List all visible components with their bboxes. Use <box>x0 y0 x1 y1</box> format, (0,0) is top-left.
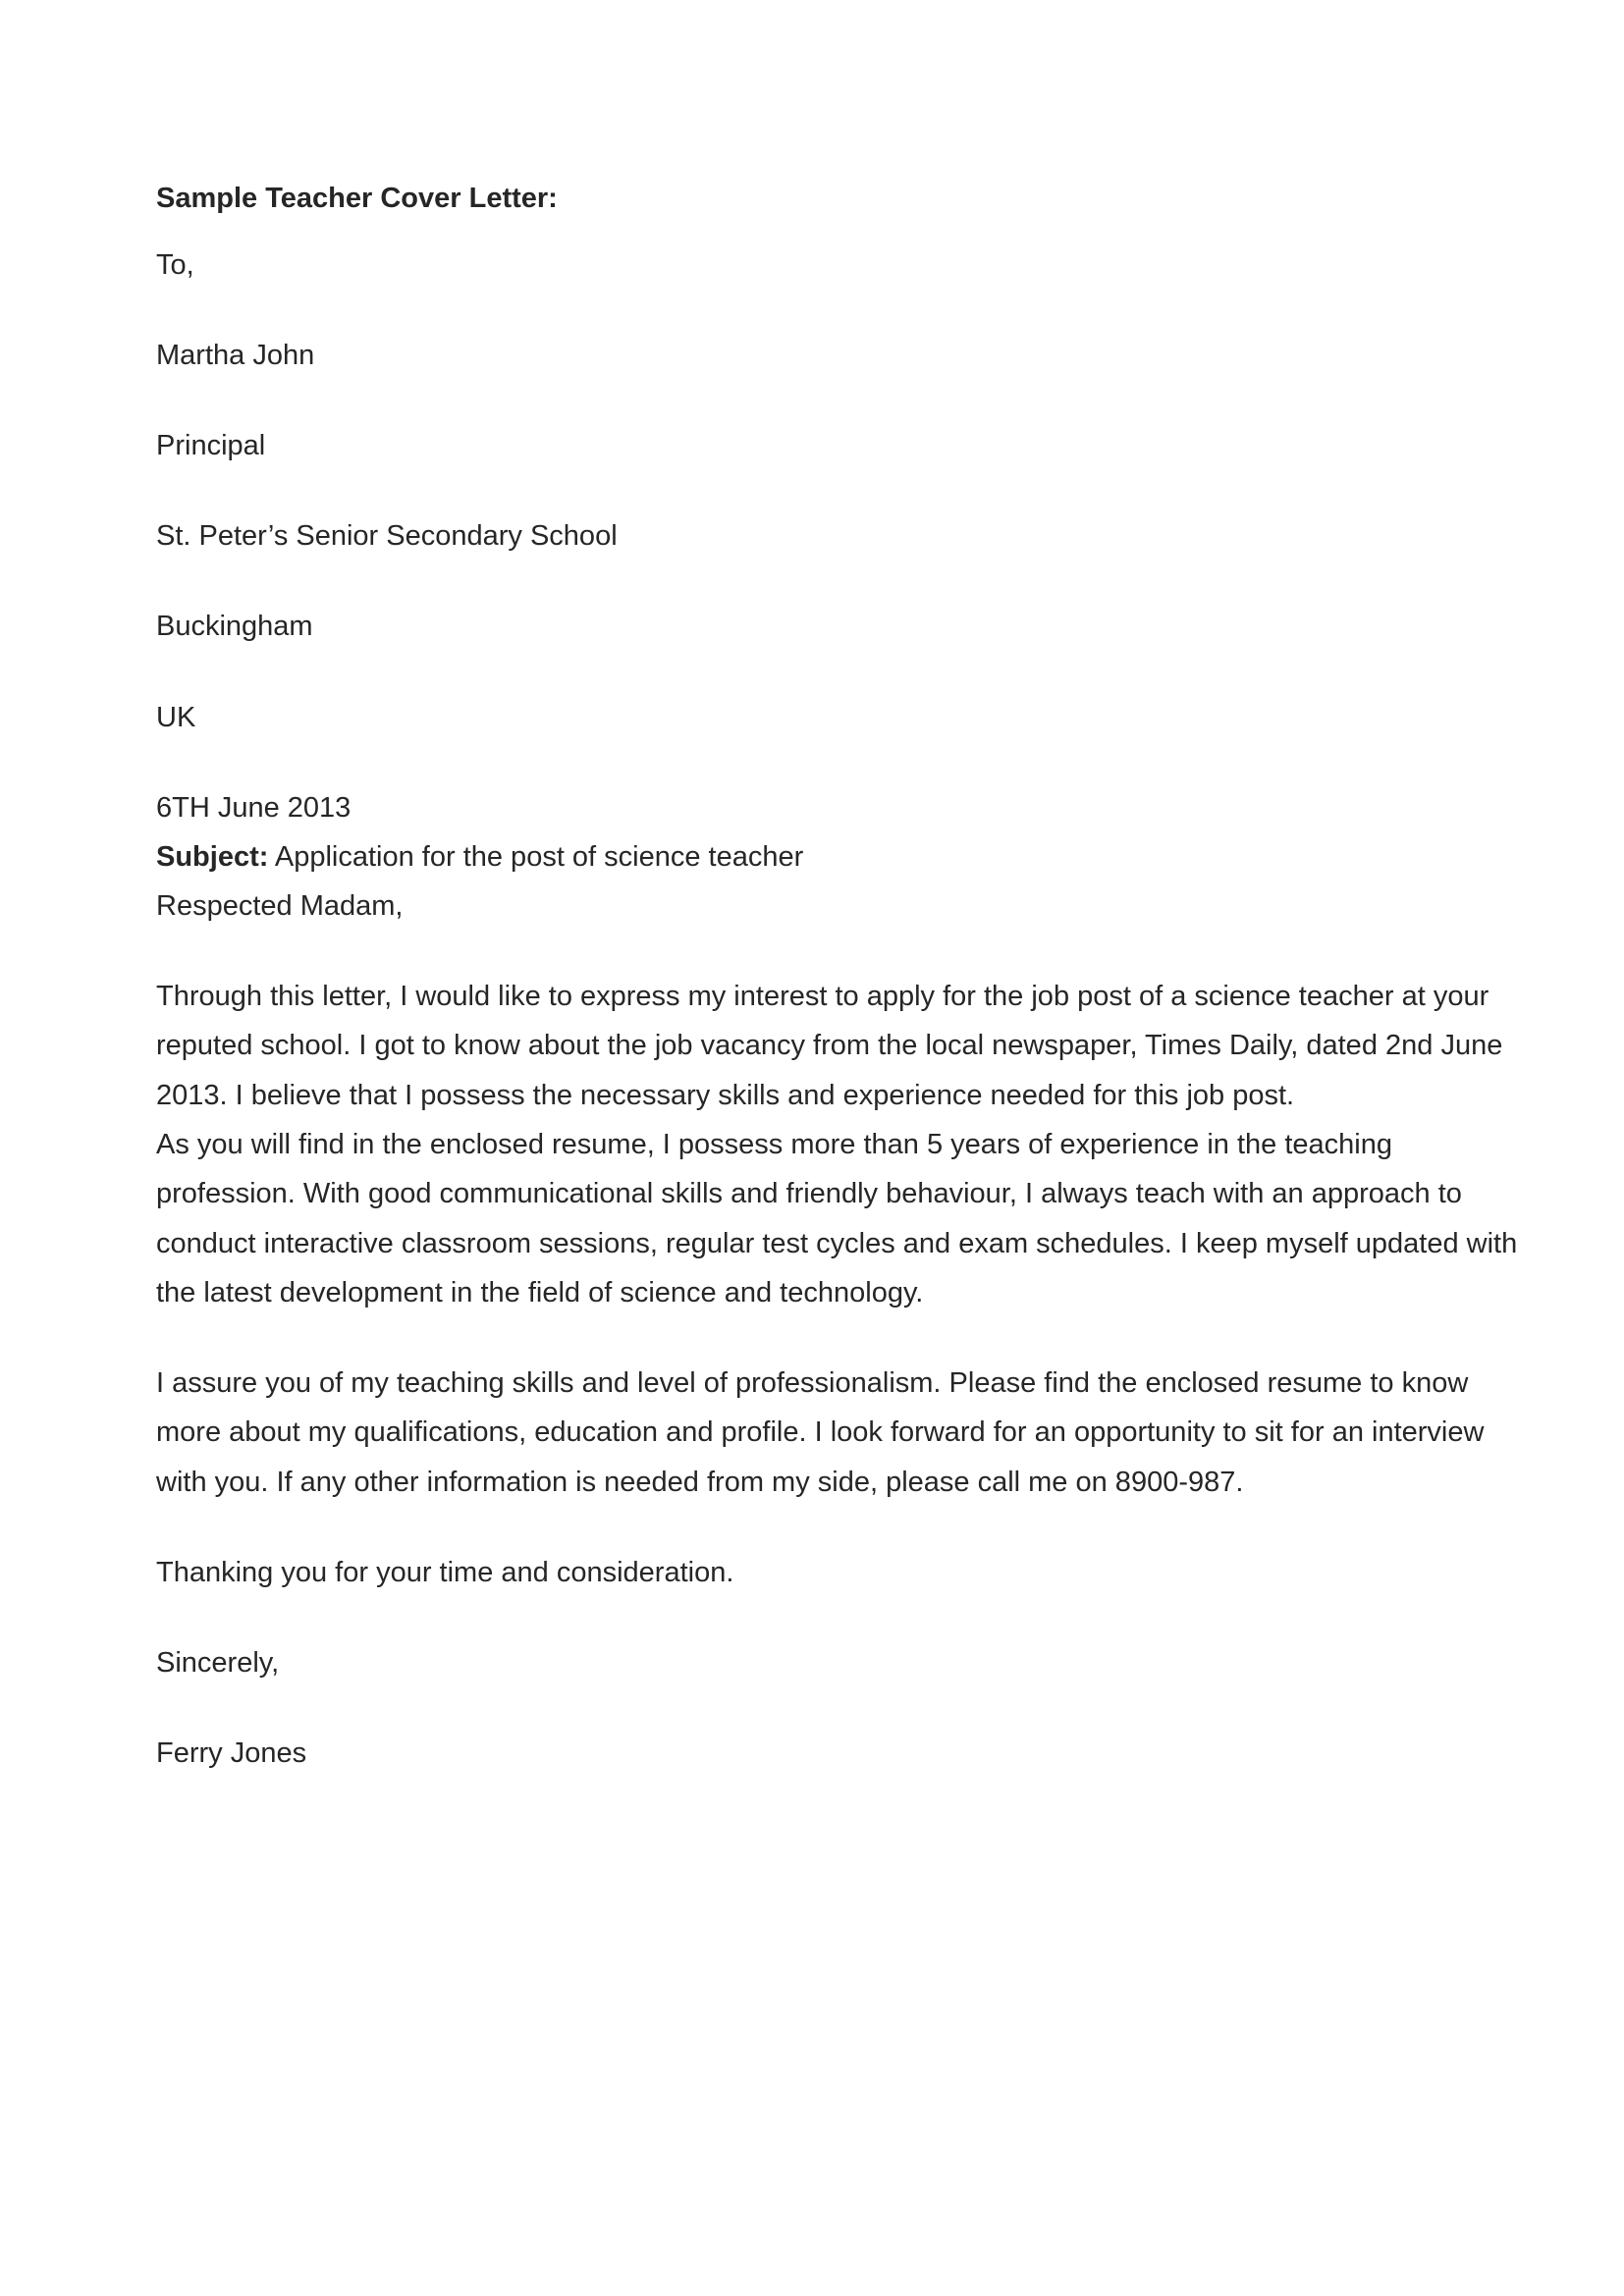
body-paragraph-2-line-4: the latest development in the field of science and technology. <box>156 1277 924 1308</box>
body-paragraph-2-line-2: profession. With good communicational skills and friendly behaviour, I always teach with an approach to <box>156 1178 1462 1209</box>
city: Buckingham <box>156 611 313 642</box>
body-paragraph-1-line-2: reputed school. I got to know about the job vacancy from the local newspaper, Times Daily, dated 2nd June <box>156 1030 1503 1061</box>
body-paragraph-1-line-3: 2013. I believe that I possess the necessary skills and experience needed for this job post. <box>156 1080 1295 1111</box>
signature-name: Ferry Jones <box>156 1737 307 1769</box>
body-paragraph-3-line-2: more about my qualifications, education and profile. I look forward for an opportunity to sit for an interview <box>156 1416 1485 1448</box>
recipient-title: Principal <box>156 430 266 461</box>
salutation: Respected Madam, <box>156 890 404 922</box>
body-paragraph-2-line-1: As you will find in the enclosed resume, I possess more than 5 years of experience in the teaching <box>156 1129 1392 1160</box>
subject-line <box>156 839 803 875</box>
body-paragraph-2-line-3: conduct interactive classroom sessions, regular test cycles and exam schedules. I keep myself updated with <box>156 1228 1518 1259</box>
letter-heading: Sample Teacher Cover Letter: <box>156 183 558 214</box>
subject-text: Application for the post of science teacher <box>268 841 804 873</box>
body-paragraph-1-line-1: Through this letter, I would like to express my interest to apply for the job post of a science teacher at your <box>156 981 1489 1012</box>
closing: Sincerely, <box>156 1647 280 1679</box>
body-paragraph-3-line-3: with you. If any other information is needed from my side, please call me on 8900-987. <box>156 1467 1244 1498</box>
to-line: To, <box>156 249 194 281</box>
body-paragraph-3-line-1: I assure you of my teaching skills and level of professionalism. Please find the enclosed resume to know <box>156 1367 1469 1399</box>
country: UK <box>156 702 196 733</box>
recipient-name: Martha John <box>156 340 315 371</box>
subject-label: Subject: <box>156 841 269 873</box>
letter-date: 6TH June 2013 <box>156 792 352 824</box>
school-name: St. Peter’s Senior Secondary School <box>156 520 618 552</box>
thanks-line: Thanking you for your time and consideration. <box>156 1557 734 1588</box>
